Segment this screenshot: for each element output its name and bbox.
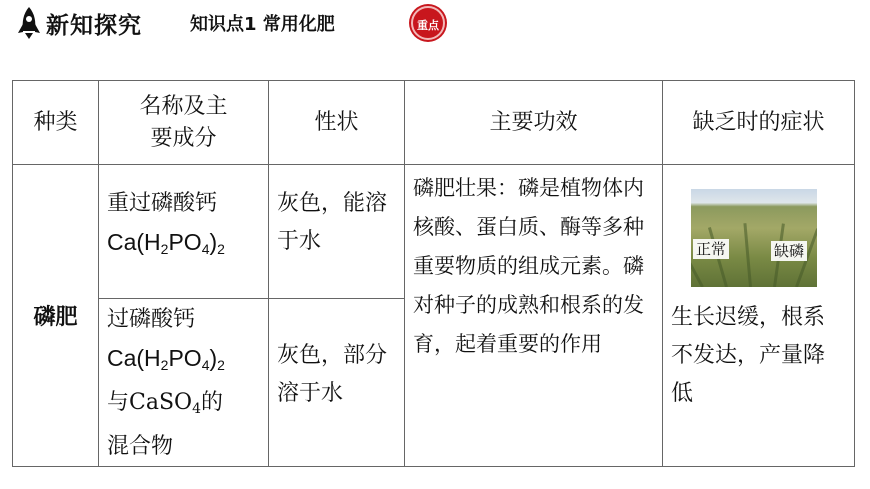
- name-cell: [99, 165, 269, 299]
- photo-label-deficient: 缺磷: [771, 241, 807, 261]
- name-cell: [99, 299, 269, 467]
- header-property: 性状: [269, 81, 405, 165]
- symptom-cell: [663, 165, 855, 467]
- header-function: 主要功效: [405, 81, 663, 165]
- slide-header: [0, 0, 870, 44]
- mixture-formula: 与CaSO$_4$的: [107, 390, 223, 417]
- property-cell: 灰色，能溶于水: [269, 165, 405, 299]
- chemical-formula: $Ca(H_2PO_4)_2$: [107, 229, 225, 257]
- fertilizer-table: [12, 80, 855, 467]
- knowledge-point-title: 知识点1 常用化肥: [190, 14, 335, 35]
- badge-label: 重点: [417, 19, 439, 32]
- header-symptom: 缺乏时的症状: [663, 81, 855, 165]
- mixture-label: 混合物: [107, 434, 174, 459]
- fertilizer-name: 过磷酸钙: [107, 307, 196, 332]
- wheat-field-photo: [691, 189, 817, 287]
- section-title: 新知探究: [46, 13, 142, 39]
- function-cell: 磷肥壮果：磷是植物体内核酸、蛋白质、酶等多种重要物质的组成元素。磷对种子的成熟和根系的发育，起着重要的作用: [405, 165, 663, 467]
- fertilizer-name: 重过磷酸钙: [107, 191, 218, 216]
- header-category: 种类: [13, 81, 99, 165]
- symptom-text: 生长迟缓，根系不发达，产量降低: [671, 305, 826, 406]
- rocket-icon: [16, 6, 42, 40]
- table-row: [13, 165, 855, 299]
- property-cell: 灰色，部分溶于水: [269, 299, 405, 467]
- header-name: 名称及主要成分: [99, 81, 269, 165]
- table-header-row: [13, 81, 855, 165]
- photo-label-normal: 正常: [693, 239, 729, 259]
- chemical-formula: $Ca(H_2PO_4)_2$: [107, 345, 225, 373]
- key-point-badge: [411, 6, 445, 40]
- category-cell: 磷肥: [13, 165, 99, 467]
